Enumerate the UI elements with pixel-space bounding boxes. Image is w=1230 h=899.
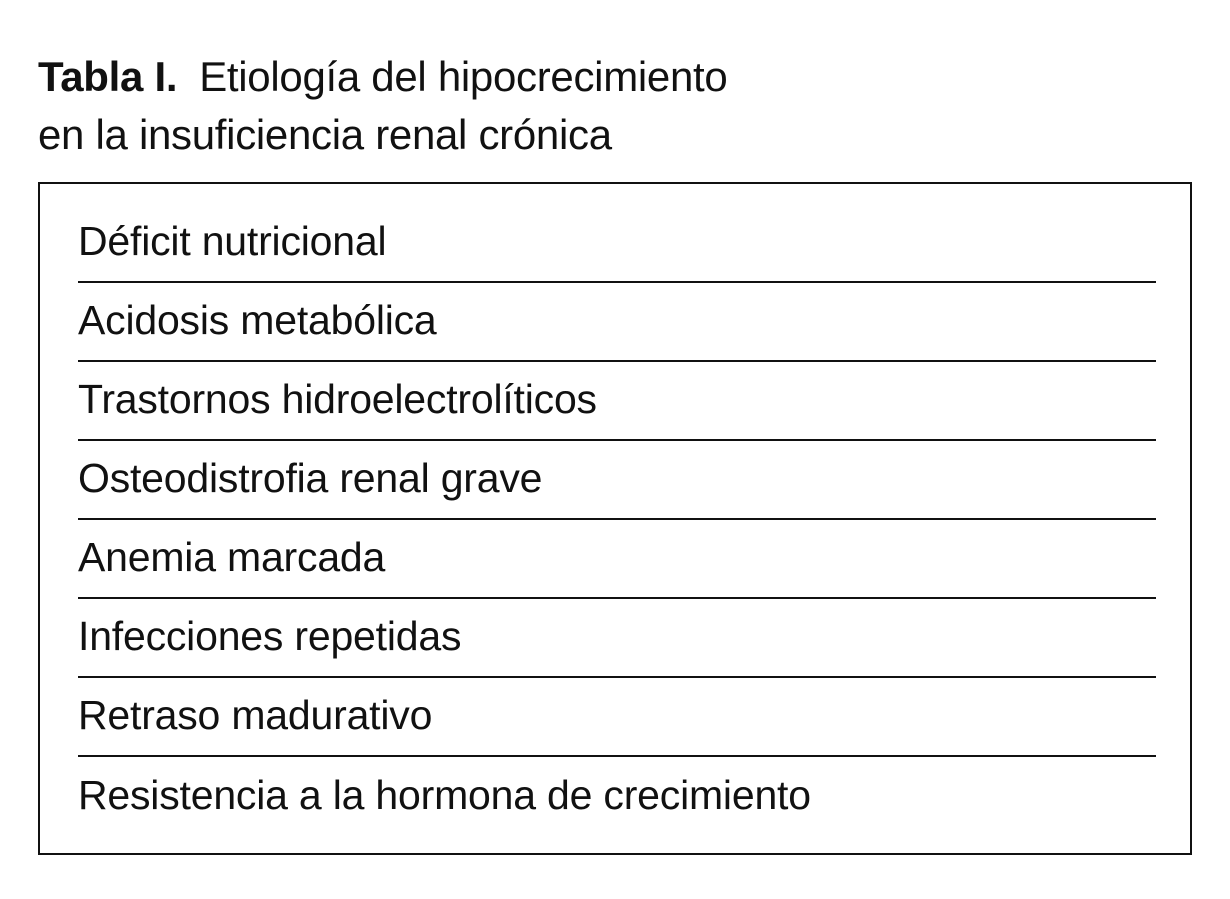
table-title-line-2: en la insuficiencia renal crónica — [38, 111, 612, 158]
table-row: Anemia marcada — [78, 520, 1156, 599]
table-row: Osteodistrofia renal grave — [78, 441, 1156, 520]
table-row: Trastornos hidroelectrolíticos — [78, 362, 1156, 441]
etiology-table — [38, 182, 1192, 855]
table-caption — [38, 48, 1188, 164]
table-row: Retraso madurativo — [78, 678, 1156, 757]
table-row: Acidosis metabólica — [78, 283, 1156, 362]
table-title-line-1: Etiología del hipocrecimiento — [199, 53, 728, 100]
table-row: Infecciones repetidas — [78, 599, 1156, 678]
table-row: Resistencia a la hormona de crecimiento — [78, 771, 811, 818]
etiology-list — [78, 204, 1156, 836]
table-row: Déficit nutricional — [78, 204, 1156, 283]
table-label: Tabla I. — [38, 53, 178, 100]
